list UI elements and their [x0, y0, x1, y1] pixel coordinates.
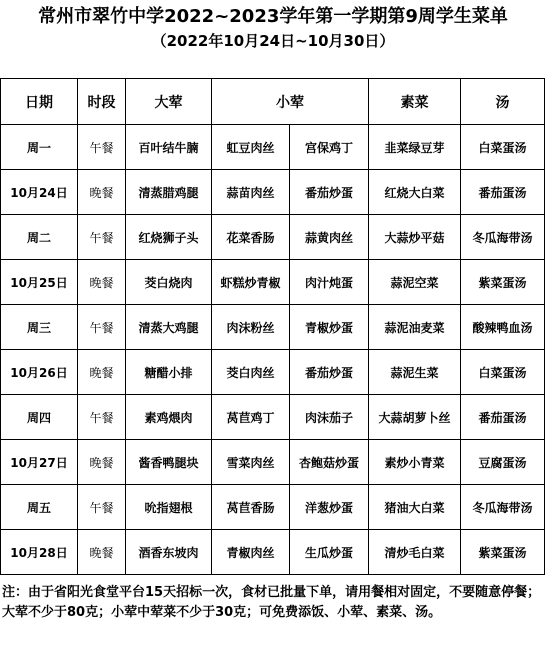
- menu-row-lunch: [1, 485, 545, 530]
- soup-cell: 冬瓜海带汤: [461, 485, 545, 530]
- meal-period-cell: 晚餐: [78, 530, 126, 575]
- big-meat-cell: 糖醋小排: [126, 350, 212, 395]
- small-meat-cell: 生瓜炒蛋: [290, 530, 369, 575]
- date-range-subtitle: （2022年10月24日~10月30日）: [151, 32, 395, 50]
- small-meat-cell: 洋葱炒蛋: [290, 485, 369, 530]
- small-meat-cell: 莴苣香肠: [212, 485, 290, 530]
- small-meat-cell: 番茄炒蛋: [290, 350, 369, 395]
- date-cell: 10月27日: [1, 440, 78, 485]
- vegetable-cell: 猪油大白菜: [369, 485, 461, 530]
- meal-period-cell: 晚餐: [78, 260, 126, 305]
- date-cell: 10月24日: [1, 170, 78, 215]
- menu-row-dinner: [1, 350, 545, 395]
- menu-row-lunch: [1, 395, 545, 440]
- vegetable-cell: 蒜泥生菜: [369, 350, 461, 395]
- weekday-cell: 周一: [1, 125, 78, 170]
- meal-period-cell: 午餐: [78, 485, 126, 530]
- header-period: 时段: [78, 79, 126, 125]
- big-meat-cell: 红烧狮子头: [126, 215, 212, 260]
- weekday-cell: 周四: [1, 395, 78, 440]
- small-meat-cell: 虹豆肉丝: [212, 125, 290, 170]
- menu-row-lunch: [1, 305, 545, 350]
- vegetable-cell: 大蒜胡萝卜丝: [369, 395, 461, 440]
- weekday-cell: 周五: [1, 485, 78, 530]
- small-meat-cell: 宫保鸡丁: [290, 125, 369, 170]
- small-meat-cell: 杏鲍菇炒蛋: [290, 440, 369, 485]
- big-meat-cell: 素鸡煨肉: [126, 395, 212, 440]
- vegetable-cell: 蒜泥油麦菜: [369, 305, 461, 350]
- soup-cell: 白菜蛋汤: [461, 350, 545, 395]
- small-meat-cell: 虾糕炒青椒: [212, 260, 290, 305]
- vegetable-cell: 蒜泥空菜: [369, 260, 461, 305]
- menu-row-lunch: [1, 215, 545, 260]
- big-meat-cell: 清蒸腊鸡腿: [126, 170, 212, 215]
- small-meat-cell: 番茄炒蛋: [290, 170, 369, 215]
- soup-cell: 紫菜蛋汤: [461, 530, 545, 575]
- date-cell: 10月25日: [1, 260, 78, 305]
- big-meat-cell: 吮指翅根: [126, 485, 212, 530]
- meal-period-cell: 晚餐: [78, 170, 126, 215]
- big-meat-cell: 酱香鸭腿块: [126, 440, 212, 485]
- vegetable-cell: 韭菜绿豆芽: [369, 125, 461, 170]
- header-soup: 汤: [461, 79, 545, 125]
- vegetable-cell: 大蒜炒平菇: [369, 215, 461, 260]
- soup-cell: 紫菜蛋汤: [461, 260, 545, 305]
- menu-row-dinner: [1, 260, 545, 305]
- header-vegetable: 素菜: [369, 79, 461, 125]
- meal-period-cell: 晚餐: [78, 350, 126, 395]
- small-meat-cell: 青椒肉丝: [212, 530, 290, 575]
- vegetable-cell: 红烧大白菜: [369, 170, 461, 215]
- menu-row-dinner: [1, 530, 545, 575]
- menu-row-dinner: [1, 170, 545, 215]
- vegetable-cell: 清炒毛白菜: [369, 530, 461, 575]
- date-cell: 10月28日: [1, 530, 78, 575]
- big-meat-cell: 百叶结牛腩: [126, 125, 212, 170]
- small-meat-cell: 莴苣鸡丁: [212, 395, 290, 440]
- meal-period-cell: 午餐: [78, 305, 126, 350]
- small-meat-cell: 肉沫茄子: [290, 395, 369, 440]
- weekday-cell: 周三: [1, 305, 78, 350]
- soup-cell: 酸辣鸭血汤: [461, 305, 545, 350]
- small-meat-cell: 蒜黄肉丝: [290, 215, 369, 260]
- meal-period-cell: 午餐: [78, 215, 126, 260]
- header-date: 日期: [1, 79, 78, 125]
- small-meat-cell: 青椒炒蛋: [290, 305, 369, 350]
- menu-row-lunch: [1, 125, 545, 170]
- weekday-cell: 周二: [1, 215, 78, 260]
- page-title: 常州市翠竹中学2022~2023学年第一学期第9周学生菜单: [38, 6, 508, 27]
- soup-cell: 白菜蛋汤: [461, 125, 545, 170]
- vegetable-cell: 素炒小青菜: [369, 440, 461, 485]
- small-meat-cell: 肉沫粉丝: [212, 305, 290, 350]
- meal-period-cell: 晚餐: [78, 440, 126, 485]
- meal-period-cell: 午餐: [78, 395, 126, 440]
- meal-period-cell: 午餐: [78, 125, 126, 170]
- big-meat-cell: 茭白烧肉: [126, 260, 212, 305]
- soup-cell: 豆腐蛋汤: [461, 440, 545, 485]
- header-row: [1, 79, 545, 125]
- big-meat-cell: 酒香东坡肉: [126, 530, 212, 575]
- menu-table: [0, 78, 545, 575]
- small-meat-cell: 茭白肉丝: [212, 350, 290, 395]
- big-meat-cell: 清蒸大鸡腿: [126, 305, 212, 350]
- date-cell: 10月26日: [1, 350, 78, 395]
- small-meat-cell: 肉汁炖蛋: [290, 260, 369, 305]
- small-meat-cell: 雪菜肉丝: [212, 440, 290, 485]
- menu-row-dinner: [1, 440, 545, 485]
- small-meat-cell: 花菜香肠: [212, 215, 290, 260]
- header-small-meat: 小荤: [212, 79, 369, 125]
- footnote: 注：由于省阳光食堂平台15天招标一次，食材已批量下单，请用餐相对固定，不要随意停餐；大荤不少于80克；小荤中荤菜不少于30克；可免费添饭、小荤、素菜、汤。: [2, 585, 541, 620]
- header-big-meat: 大荤: [126, 79, 212, 125]
- soup-cell: 番茄蛋汤: [461, 170, 545, 215]
- soup-cell: 番茄蛋汤: [461, 395, 545, 440]
- small-meat-cell: 蒜苗肉丝: [212, 170, 290, 215]
- soup-cell: 冬瓜海带汤: [461, 215, 545, 260]
